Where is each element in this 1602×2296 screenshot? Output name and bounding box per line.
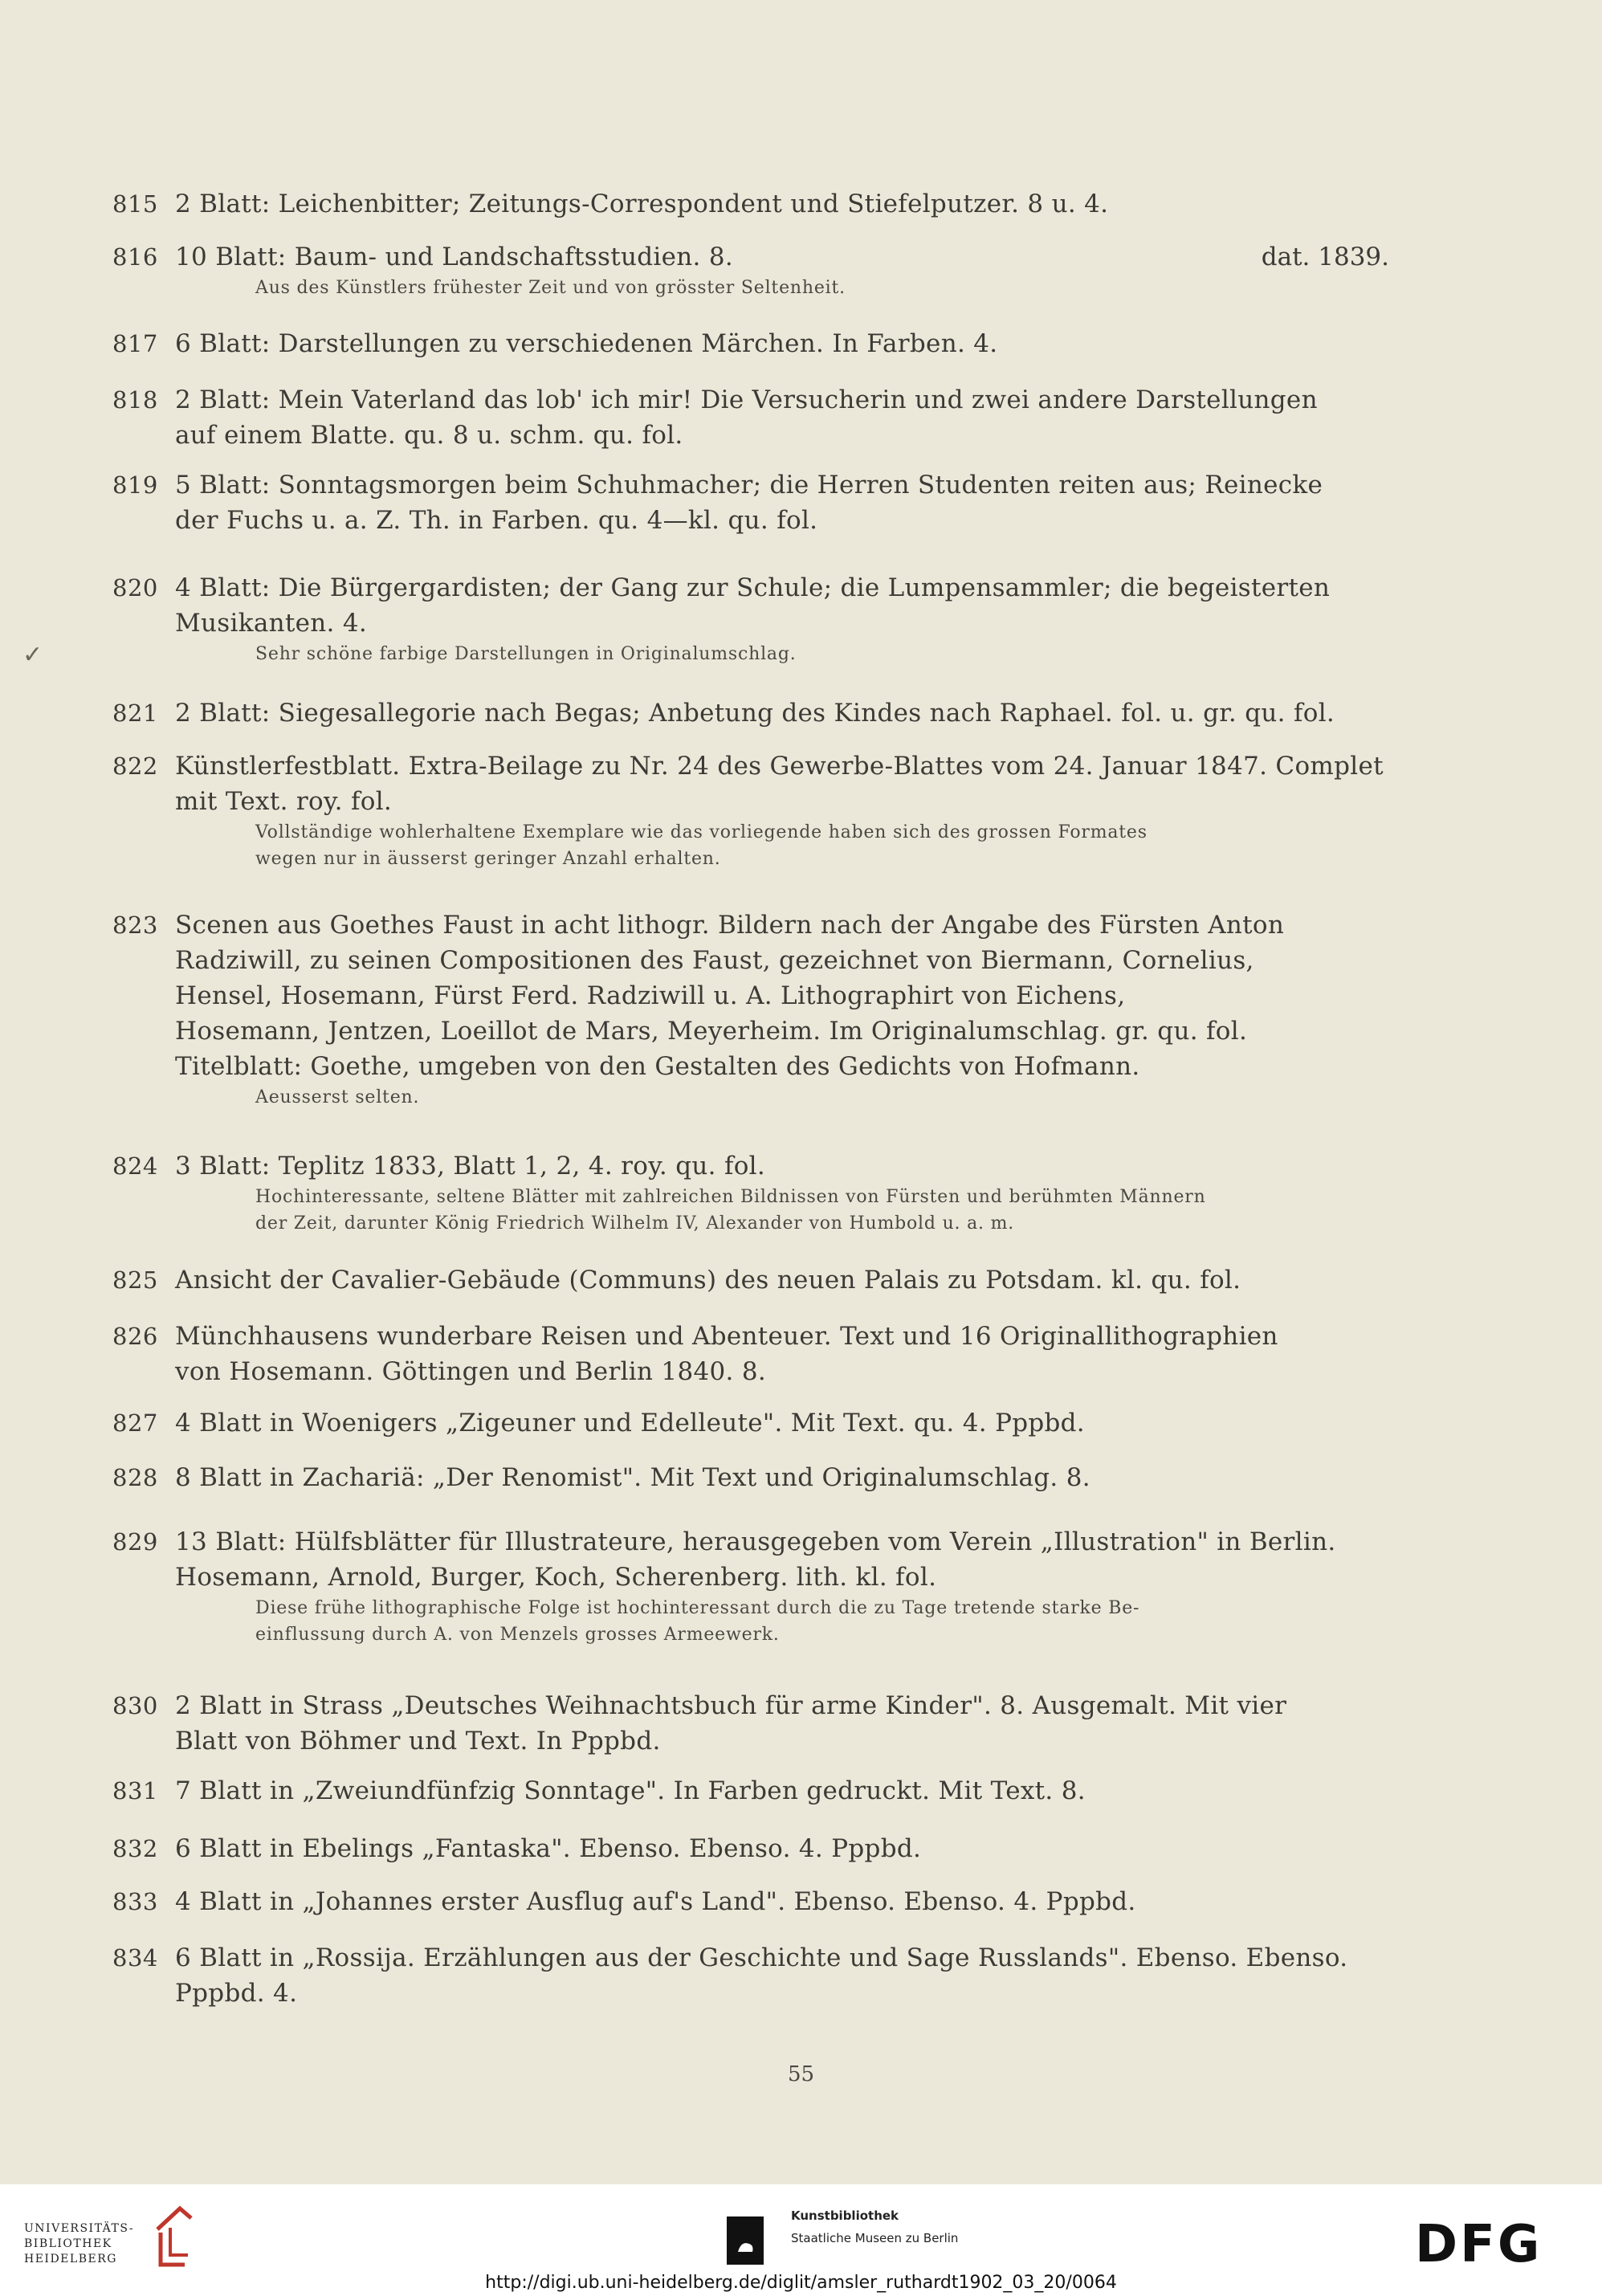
note-line: Aeusserst selten. [255, 1087, 420, 1107]
catalog-entry [112, 1262, 1389, 1298]
description-line: Blatt von Böhmer und Text. In Pppbd. [175, 1727, 661, 1756]
entry-description [175, 1688, 1389, 1759]
description-line: 13 Blatt: Hülfsblätter für Illustrateure, herausgegeben vom Verein „Illustration" in Berlin. [175, 1527, 1336, 1556]
page-number: 55 [787, 2062, 815, 2086]
description-line: 3 Blatt: Teplitz 1833, Blatt 1, 2, 4. roy. qu. fol. [175, 1152, 766, 1181]
catalog-entry [112, 1773, 1389, 1809]
entry-number: 832 [112, 1835, 158, 1862]
entry-description [175, 1405, 1389, 1441]
entry-number: 828 [112, 1464, 158, 1491]
entry-number: 823 [112, 911, 158, 939]
description-line: 6 Blatt in „Rossija. Erzählungen aus der Geschichte und Sage Russlands". Ebenso. Ebenso. [175, 1943, 1348, 1972]
catalog-entry [112, 1148, 1389, 1237]
description-line: 4 Blatt in „Johannes erster Ausflug auf's Land". Ebenso. Ebenso. 4. Pppbd. [175, 1887, 1136, 1916]
description-line: 8 Blatt in Zachariä: „Der Renomist". Mit Text und Originalumschlag. 8. [175, 1463, 1090, 1492]
note-line: Hochinteressante, seltene Blätter mit zahlreichen Bildnissen von Fürsten und berühmten Männern [255, 1187, 1206, 1207]
catalog-entry [112, 570, 1389, 667]
entry-number: 816 [112, 243, 158, 271]
entry-number: 825 [112, 1266, 158, 1294]
viewer-footer [0, 2184, 1602, 2296]
description-line: Musikanten. 4. [175, 609, 368, 638]
description-line: Künstlerfestblatt. Extra-Beilage zu Nr. 24 des Gewerbe-Blattes vom 24. Januar 1847. Complet [175, 752, 1384, 781]
catalog-entry [112, 1319, 1389, 1389]
entry-number: 829 [112, 1528, 158, 1556]
description-line: Hosemann, Arnold, Burger, Koch, Scherenberg. lith. kl. fol. [175, 1563, 937, 1592]
catalog-entry [112, 467, 1389, 538]
description-line: 6 Blatt: Darstellungen zu verschiedenen Märchen. In Farben. 4. [175, 329, 998, 358]
entry-number: 831 [112, 1777, 158, 1805]
catalog-entry [112, 695, 1389, 731]
catalog-entry [112, 1831, 1389, 1866]
entry-number: 824 [112, 1152, 158, 1180]
description-line: Radziwill, zu seinen Compositionen des Faust, gezeichnet von Biermann, Cornelius, [175, 946, 1254, 975]
entry-description [175, 570, 1389, 641]
description-line: 4 Blatt in Woenigers „Zigeuner und Edelleute". Mit Text. qu. 4. Pppbd. [175, 1409, 1085, 1438]
note-line: Vollständige wohlerhaltene Exemplare wie das vorliegende haben sich des grossen Formates [255, 822, 1147, 842]
catalog-entry [112, 1460, 1389, 1495]
university-library-name [24, 2221, 134, 2267]
description-line: Scenen aus Goethes Faust in acht lithogr. Bildern nach der Angabe des Fürsten Anton [175, 911, 1285, 940]
description-line: Hensel, Hosemann, Fürst Ferd. Radziwill u. A. Lithographirt von Eichens, [175, 981, 1126, 1010]
note-line: wegen nur in äusserst geringer Anzahl erhalten. [255, 849, 721, 869]
description-line: auf einem Blatte. qu. 8 u. schm. qu. fol. [175, 421, 683, 450]
note-line: Aus des Künstlers frühester Zeit und von grösster Seltenheit. [255, 278, 846, 298]
entry-number: 822 [112, 752, 158, 780]
catalog-entry [112, 382, 1389, 453]
uni-line-2: BIBLIOTHEK [24, 2237, 112, 2250]
entry-description [175, 1319, 1389, 1389]
catalog-entry [112, 907, 1389, 1111]
description-line: Hosemann, Jentzen, Loeillot de Mars, Meyerheim. Im Originalumschlag. gr. qu. fol. [175, 1017, 1248, 1046]
entry-description [175, 326, 1389, 361]
description-line: von Hosemann. Göttingen und Berlin 1840. 8. [175, 1357, 766, 1386]
entry-note [255, 819, 1389, 872]
description-line: der Fuchs u. a. Z. Th. in Farben. qu. 4—kl. qu. fol. [175, 506, 818, 535]
entry-date: dat. 1839. [1261, 243, 1389, 271]
description-line: 2 Blatt: Mein Vaterland das lob' ich mir! Die Versucherin und zwei andere Darstellungen [175, 385, 1318, 414]
catalog-entry [112, 1524, 1389, 1648]
university-library-emblem-icon [153, 2205, 198, 2273]
entry-number: 826 [112, 1323, 158, 1350]
description-line: 2 Blatt: Leichenbitter; Zeitungs-Correspondent und Stiefelputzer. 8 u. 4. [175, 190, 1109, 218]
description-line: 2 Blatt in Strass „Deutsches Weihnachtsbuch für arme Kinder". 8. Ausgemalt. Mit vier [175, 1691, 1287, 1720]
description-line: Münchhausens wunderbare Reisen und Abenteuer. Text und 16 Originallithographien [175, 1322, 1278, 1351]
pencil-check-mark: ✓ [22, 641, 43, 669]
entry-number: 827 [112, 1409, 158, 1437]
entry-description [175, 907, 1389, 1084]
dfg-logo[interactable]: DFG [1415, 2215, 1543, 2274]
description-line: 10 Blatt: Baum- und Landschaftsstudien. 8. [175, 243, 733, 271]
description-line: 5 Blatt: Sonntagsmorgen beim Schuhmacher; die Herren Studenten reiten aus; Reinecke [175, 471, 1323, 500]
uni-line-3: HEIDELBERG [24, 2253, 117, 2265]
entry-description [175, 1524, 1389, 1595]
catalog-entry [112, 1940, 1389, 2011]
catalog-entry [112, 1884, 1389, 1919]
entry-number: 830 [112, 1692, 158, 1719]
entry-description [175, 1148, 1389, 1184]
description-line: 2 Blatt: Siegesallegorie nach Begas; Anbetung des Kindes nach Raphael. fol. u. gr. qu. fol. [175, 699, 1335, 728]
entry-number: 819 [112, 471, 158, 499]
entry-number: 821 [112, 699, 158, 727]
catalog-entry [112, 748, 1389, 872]
note-line: Diese frühe lithographische Folge ist hochinteressant durch die zu Tage tretende starke Be- [255, 1598, 1140, 1618]
kunstbibliothek-emblem-icon [727, 2216, 764, 2265]
entry-number: 817 [112, 330, 158, 357]
note-line: einflussung durch A. von Menzels grosses Armeewerk. [255, 1625, 780, 1645]
kunstbibliothek-subtitle: Staatliche Museen zu Berlin [791, 2231, 959, 2245]
entry-number: 818 [112, 386, 158, 414]
entry-description [175, 467, 1389, 538]
entry-description [175, 1831, 1389, 1866]
university-library-logo[interactable] [24, 2205, 201, 2273]
entry-description [175, 695, 1389, 731]
description-line: 6 Blatt in Ebelings „Fantaska". Ebenso. Ebenso. 4. Pppbd. [175, 1834, 922, 1863]
note-line: der Zeit, darunter König Friedrich Wilhelm IV, Alexander von Humbold u. a. m. [255, 1213, 1015, 1234]
entry-description [175, 239, 1389, 275]
entry-note [255, 1084, 1389, 1111]
kunstbibliothek-logo[interactable] [727, 2204, 984, 2268]
description-line: 7 Blatt in „Zweiundfünfzig Sonntage". In Farben gedruckt. Mit Text. 8. [175, 1776, 1086, 1805]
uni-line-1: UNIVERSITÄTS- [24, 2222, 135, 2235]
entry-note [255, 1184, 1389, 1237]
description-line: Titelblatt: Goethe, umgeben von den Gestalten des Gedichts von Hofmann. [175, 1052, 1140, 1081]
entry-description [175, 1884, 1389, 1919]
entry-note [255, 275, 1389, 301]
entry-description [175, 1262, 1389, 1298]
entry-description [175, 748, 1389, 819]
kunstbibliothek-title: Kunstbibliothek [791, 2208, 899, 2223]
catalog-entry [112, 1405, 1389, 1441]
page-url[interactable]: http://digi.ub.uni-heidelberg.de/diglit/amsler_ruthardt1902_03_20/0064 [485, 2273, 1117, 2293]
catalog-entry [112, 239, 1389, 301]
entry-description [175, 1940, 1389, 2011]
catalog-entry [112, 326, 1389, 361]
entry-number: 834 [112, 1944, 158, 1972]
catalog-entry [112, 1688, 1389, 1759]
entry-description [175, 382, 1389, 453]
entry-note [255, 1595, 1389, 1648]
note-line: Sehr schöne farbige Darstellungen in Originalumschlag. [255, 644, 797, 664]
description-line: mit Text. roy. fol. [175, 787, 393, 816]
entry-number: 815 [112, 190, 158, 218]
entry-number: 833 [112, 1888, 158, 1915]
entry-note [255, 641, 1389, 667]
entry-description [175, 1773, 1389, 1809]
description-line: Pppbd. 4. [175, 1979, 298, 2008]
description-line: Ansicht der Cavalier-Gebäude (Communs) des neuen Palais zu Potsdam. kl. qu. fol. [175, 1266, 1241, 1295]
catalog-entry [112, 186, 1389, 222]
entry-description [175, 186, 1389, 222]
description-line: 4 Blatt: Die Bürgergardisten; der Gang zur Schule; die Lumpensammler; die begeisterten [175, 573, 1331, 602]
entry-number: 820 [112, 574, 158, 602]
entry-description [175, 1460, 1389, 1495]
